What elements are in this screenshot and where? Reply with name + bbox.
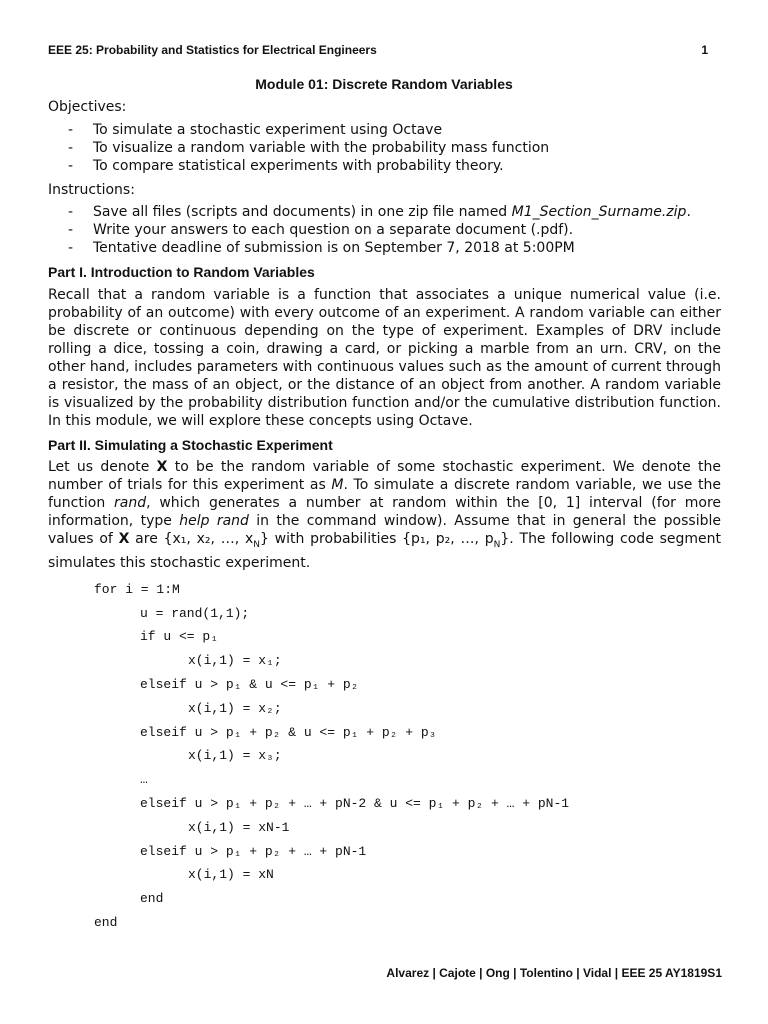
zip-filename: M1_Section_Surname.zip [511,204,687,220]
objectives-heading: Objectives: [48,99,127,115]
instructions-heading: Instructions: [48,181,135,198]
code-line: elseif u > p₁ + p₂ + … + pN-1 [140,843,367,859]
code-line: elseif u > p₁ & u <= p₁ + p₂ [140,676,359,692]
code-line: elseif u > p₁ + p₂ + … + pN-2 & u <= p₁ + p₂ + … + pN-1 [140,795,570,811]
code-line: if u <= p₁ [140,629,219,645]
list-item: - To simulate a stochastic experiment using Octave [48,121,721,139]
list-item: - To compare statistical experiments with probability theory. [48,157,721,175]
module-title: Module 01: Discrete Random Variables [255,76,513,92]
page-footer: Alvarez | Cajote | Ong | Tolentino | Vidal | EEE 25 AY1819S1 [386,966,722,980]
list-item: - Tentative deadline of submission is on September 7, 2018 at 5:00PM [48,239,721,257]
list-item: - Write your answers to each question on a separate document (.pdf). [48,221,721,239]
code-line: u = rand(1,1); [140,605,250,621]
code-line: x(i,1) = x₁; [188,653,282,669]
code-line: x(i,1) = xN [188,867,274,883]
code-block [48,578,721,935]
list-item: - To visualize a random variable with the probability mass function [48,139,721,157]
part2-heading: Part II. Simulating a Stochastic Experiment [48,436,333,453]
objectives-list [48,121,721,175]
code-line: … [140,772,148,788]
code-line: x(i,1) = x₃; [188,748,282,764]
document-body [48,98,721,935]
code-line: end [140,891,164,907]
page-number: 1 [701,43,708,57]
instructions-list [48,203,721,257]
part2-paragraph: Let us denote X to be the random variable of some stochastic experiment. We denote the number of trials for this experiment as M. To simulate a discrete random variable, we use the function rand, which generates a number at random within the [0, 1] interval (for more information, type help rand in the command window). Assume that in general the possible values of X are {x₁, x₂, …, $x_N$} with probabilities {p₁, p₂, …, $p_N$}. The following code segment simulates this stochastic experiment. [48,459,722,571]
part1-paragraph: Recall that a random variable is a function that associates a unique numerical value (i.e. probability of an outcome) with every outcome of an experiment. A random variable can either be discrete or continuous depending on the type of experiment. Examples of DRV include rolling a dice, tossing a coin, drawing a card, or picking a marble from an urn. CRV, on the other hand, includes parameters with continuous values such as the amount of current through a resistor, the mass of an object, or the distance of an object from another. A random variable is visualized by the probability distribution function and/or the cumulative distribution function. In this module, we will explore these concepts using Octave. [48,286,721,429]
code-line: end [94,914,118,930]
list-item: - Save all files (scripts and documents) in one zip file named M1_Section_Surname.zip. [48,203,721,221]
code-line: elseif u > p₁ + p₂ & u <= p₁ + p₂ + p₃ [140,724,437,740]
code-line: x(i,1) = x₂; [188,700,282,716]
page-header [48,43,708,57]
code-line: x(i,1) = xN-1 [188,819,290,835]
part1-heading: Part I. Introduction to Random Variables [48,264,315,280]
course-title: EEE 25: Probability and Statistics for Electrical Engineers [48,43,377,57]
code-line: for i = 1:M [94,581,180,597]
